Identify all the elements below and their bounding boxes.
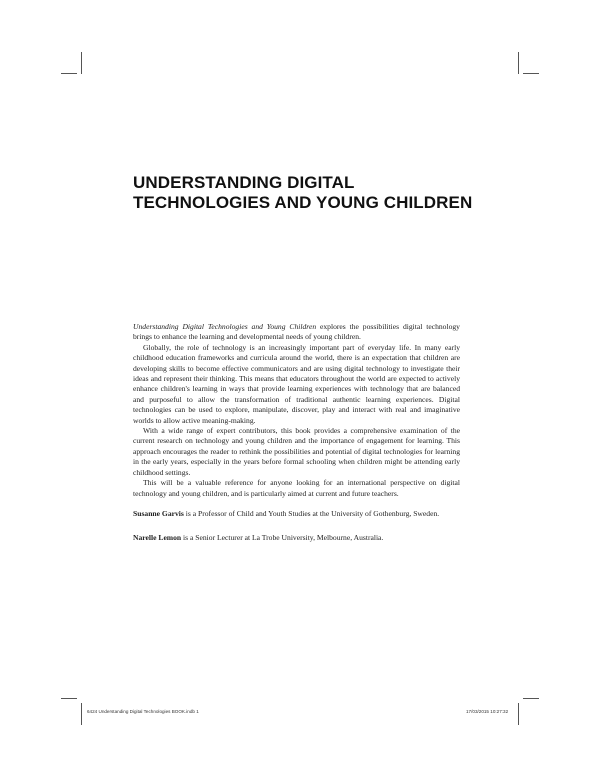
title-line-1: UNDERSTANDING DIGITAL — [133, 173, 355, 192]
crop-mark — [523, 73, 539, 74]
print-file-slug: 6424 Understanding Digital Technologies BOOK.indb 1 — [87, 709, 199, 714]
author-name: Narelle Lemon — [133, 533, 182, 543]
print-timestamp: 17/03/2015 10:27:32 — [466, 709, 509, 714]
crop-mark — [81, 703, 82, 725]
blurb-paragraph — [133, 322, 460, 343]
crop-mark — [518, 703, 519, 725]
author-name: Susanne Garvis — [133, 508, 184, 518]
crop-mark — [523, 698, 539, 699]
crop-mark — [61, 73, 77, 74]
crop-mark — [61, 698, 77, 699]
author-bio — [133, 533, 460, 543]
blurb-paragraph-text: explores the possibilities digital technology brings to enhance the learning and developmental needs of young children. — [133, 322, 460, 342]
crop-mark — [81, 52, 82, 74]
author-description: is a Professor of Child and Youth Studies at the University of Gothenburg, Sweden. — [183, 508, 440, 518]
blurb-text — [133, 322, 460, 544]
crop-mark — [518, 52, 519, 74]
book-title — [133, 173, 493, 213]
author-bio — [133, 509, 460, 519]
author-description: is a Senior Lecturer at La Trobe University, Melbourne, Australia. — [181, 533, 384, 543]
title-line-2: TECHNOLOGIES AND YOUNG CHILDREN — [133, 193, 473, 212]
blurb-paragraph: This will be a valuable reference for anyone looking for an international perspective on digital technology and young children, and is particularly aimed at current and future teachers. — [133, 478, 460, 498]
blurb-paragraph: Globally, the role of technology is an increasingly important part of everyday life. In many early childhood education frameworks and curricula around the world, there is an expectation that children are developing skills to become effective communicators and are using digital technology to investigate their ideas and represent their thinking. This means that educators throughout the world are expected to actively enhance children's learning in ways that provide learning experiences with technology that are balanced and purposeful to allow the transformation of traditional authentic learning experiences. Digital technologies can be used to explore, manipulate, discover, play and interact with real and imaginative worlds to allow active meaning-making. — [133, 342, 460, 425]
blurb-paragraph: With a wide range of expert contributors, this book provides a comprehensive examination of the current research on technology and young children and the importance of engagement for learning. This approach encourages the reader to rethink the possibilities and potential of digital technologies for learning in the early years, especially in the years before formal schooling when children might be attending early childhood settings. — [133, 426, 460, 477]
book-title-italic: Understanding Digital Technologies and Young Children — [133, 322, 317, 331]
